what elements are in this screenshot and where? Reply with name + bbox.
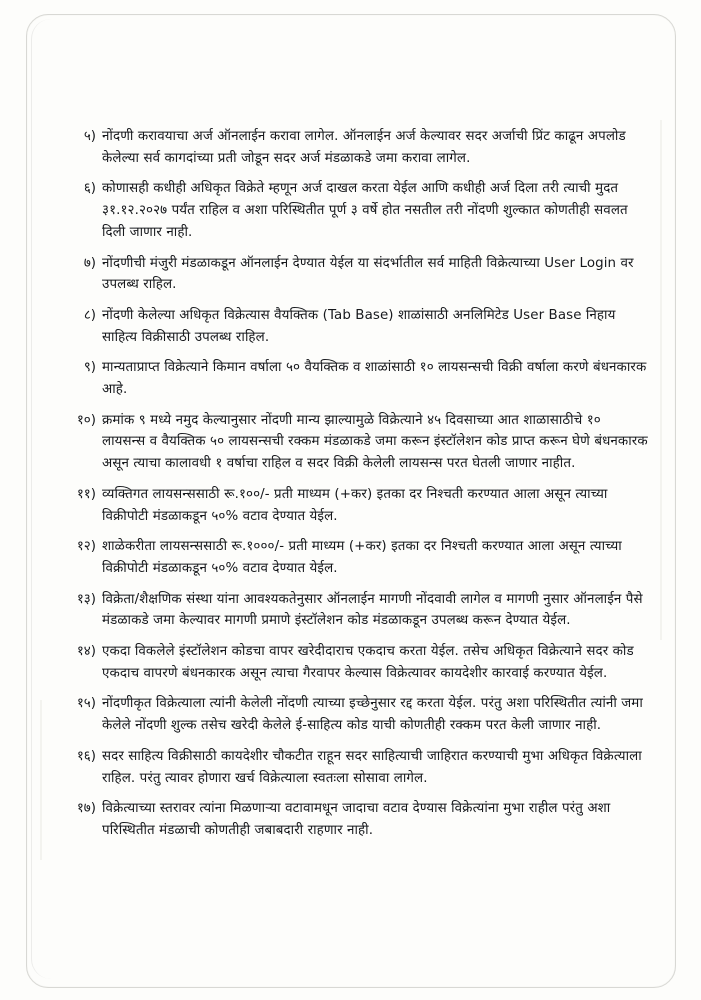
list-item — [56, 305, 648, 348]
clause-text: व्यक्तिगत लायसन्ससाठी रू.१००/- प्रती माध्यम (+कर) इतका दर निश्चती करण्यात आला असून त्याच्या विक्रीपोटी मंडळाकडून ५०% वटाव देण्यात येईल. — [102, 486, 608, 524]
clause-number: ५) — [83, 129, 96, 144]
scan-artifact — [660, 120, 662, 640]
clause-text: नोंदणीची मंजुरी मंडळाकडून ऑनलाईन देण्यात येईल या संदर्भातील सर्व माहिती विक्रेत्याच्या User Login वर उपलब्ध राहिल. — [102, 255, 634, 293]
signature-area — [300, 935, 620, 975]
clause-text: नोंदणी करावयाचा अर्ज ऑनलाईन करावा लागेल. ऑनलाईन अर्ज केल्यावर सदर अर्जाची प्रिंट काढून अपलोड केलेल्या सर्व कागदांच्या प्रती जोडून सदर अर्ज मंडळाकडे जमा करावा लागेल. — [102, 129, 626, 166]
clause-number: ६) — [83, 181, 96, 197]
clause-number: १४) — [76, 644, 96, 660]
list-item — [56, 484, 648, 527]
clause-number: १७) — [76, 801, 96, 817]
list-item — [56, 798, 648, 841]
clause-text: मान्यताप्राप्त विक्रेत्याने किमान वर्षाला ५० वैयक्तिक व शाळांसाठी १० लायसन्सची विक्री वर्षाला करणे बंधनकारक आहे. — [102, 360, 647, 398]
clause-number: ११) — [76, 486, 96, 502]
list-item — [56, 589, 648, 632]
clause-text: कोणासही कधीही अधिकृत विक्रेते म्हणून अर्ज दाखल करता येईल आणि कधीही अर्ज दिला तरी त्याची मुदत ३१.१२.२०२७ पर्यंत राहिल व अशा परिस्थितीत पूर्ण ३ वर्षे होत नसतील तरी नोंदणी शुल्कात कोणतीही सवलत दिली जाणार नाही. — [102, 181, 628, 240]
list-item — [56, 253, 648, 296]
list-item — [56, 693, 648, 736]
list-item — [56, 746, 648, 789]
list-item — [56, 178, 648, 243]
clause-number: १६) — [76, 748, 96, 764]
clause-number: १०) — [76, 412, 96, 428]
list-item — [56, 126, 648, 169]
clause-number: ८) — [83, 307, 96, 323]
clause-number: १३) — [76, 591, 96, 607]
clause-text: शाळेकरीता लायसन्ससाठी रू.१०००/- प्रती माध्यम (+कर) इतका दर निश्चती करण्यात आला असून त्याच्या विक्रीपोटी मंडळाकडून ५०% वटाव देण्यात येईल. — [102, 539, 622, 576]
clause-list — [56, 126, 648, 851]
clause-text: क्रमांक ९ मध्ये नमुद केल्यानुसार नोंदणी मान्य झाल्यामुळे विक्रेत्याने ४५ दिवसाच्या आत शाळासाठीचे १० लायसन्स व वैयक्तिक ५० लायसन्सची रक्कम मंडळाकडे जमा करून इंस्टॉलेशन कोड प्राप्त करून घेणे बंधनकारक असून त्याचा कालावधी १ वर्षाचा राहिल व सदर विक्री केलेली लायसन्स परत घेतली जाणार नाहीत. — [102, 412, 648, 472]
scan-artifact — [40, 700, 42, 860]
list-item — [56, 536, 648, 579]
clause-number: १२) — [76, 539, 96, 555]
clause-number: ७) — [83, 255, 96, 271]
clause-text: सदर साहित्य विक्रीसाठी कायदेशीर चौकटीत राहून सदर साहित्याची जाहिरात करण्याची मुभा अधिकृत विक्रेत्याला राहिल. परंतु त्यावर होणारा खर्च विक्रेत्याला स्वतःला सोसावा लागेल. — [102, 748, 642, 786]
list-item — [56, 641, 648, 684]
clause-text: नोंदणी केलेल्या अधिकृत विक्रेत्यास वैयक्तिक (Tab Base) शाळांसाठी अनलिमिटेड User Base निहाय साहित्य विक्रीसाठी उपलब्ध राहिल. — [102, 307, 616, 345]
clause-number: १५) — [76, 696, 96, 712]
clause-text: एकदा विकलेले इंस्टॉलेशन कोडचा वापर खरेदीदाराच एकदाच करता येईल. तसेच अधिकृत विक्रेत्याने सदर कोड एकदाच वापरणे बंधनकारक असून त्याचा गैरवापर केल्यास विक्रेत्यावर कायदेशीर कारवाई करण्यात येईल. — [102, 644, 634, 681]
list-item — [56, 410, 648, 475]
clause-text: नोंदणीकृत विक्रेत्याला त्यांनी केलेली नोंदणी त्याच्या इच्छेनुसार रद्द करता येईल. परंतु अशा परिस्थितीत त्यांनी जमा केलेले नोंदणी शुल्क तसेच खरेदी केलेले ई-साहित्य कोड याची कोणतीही रक्कम परत केली जाणार नाही. — [102, 696, 643, 734]
clause-text: विक्रेता/शैक्षणिक संस्था यांना आवश्यकतेनुसार ऑनलाईन मागणी नोंदवावी लागेल व मागणी नुसार ऑनलाईन पैसे मंडळाकडे जमा केल्यावर मागणी प्रमाणे इंस्टॉलेशन कोड मंडळाकडून उपलब्ध करून देण्यात येईल. — [102, 591, 643, 629]
list-item — [56, 357, 648, 400]
clause-text: विक्रेत्याच्या स्तरावर त्यांना मिळणाऱ्या वटावामधून जादाचा वटाव देण्यास विक्रेत्यांना मुभा राहील परंतु अशा परिस्थितीत मंडळाची कोणतीही जबाबदारी राहणार नाही. — [102, 801, 611, 838]
clause-number: ९) — [83, 360, 96, 376]
